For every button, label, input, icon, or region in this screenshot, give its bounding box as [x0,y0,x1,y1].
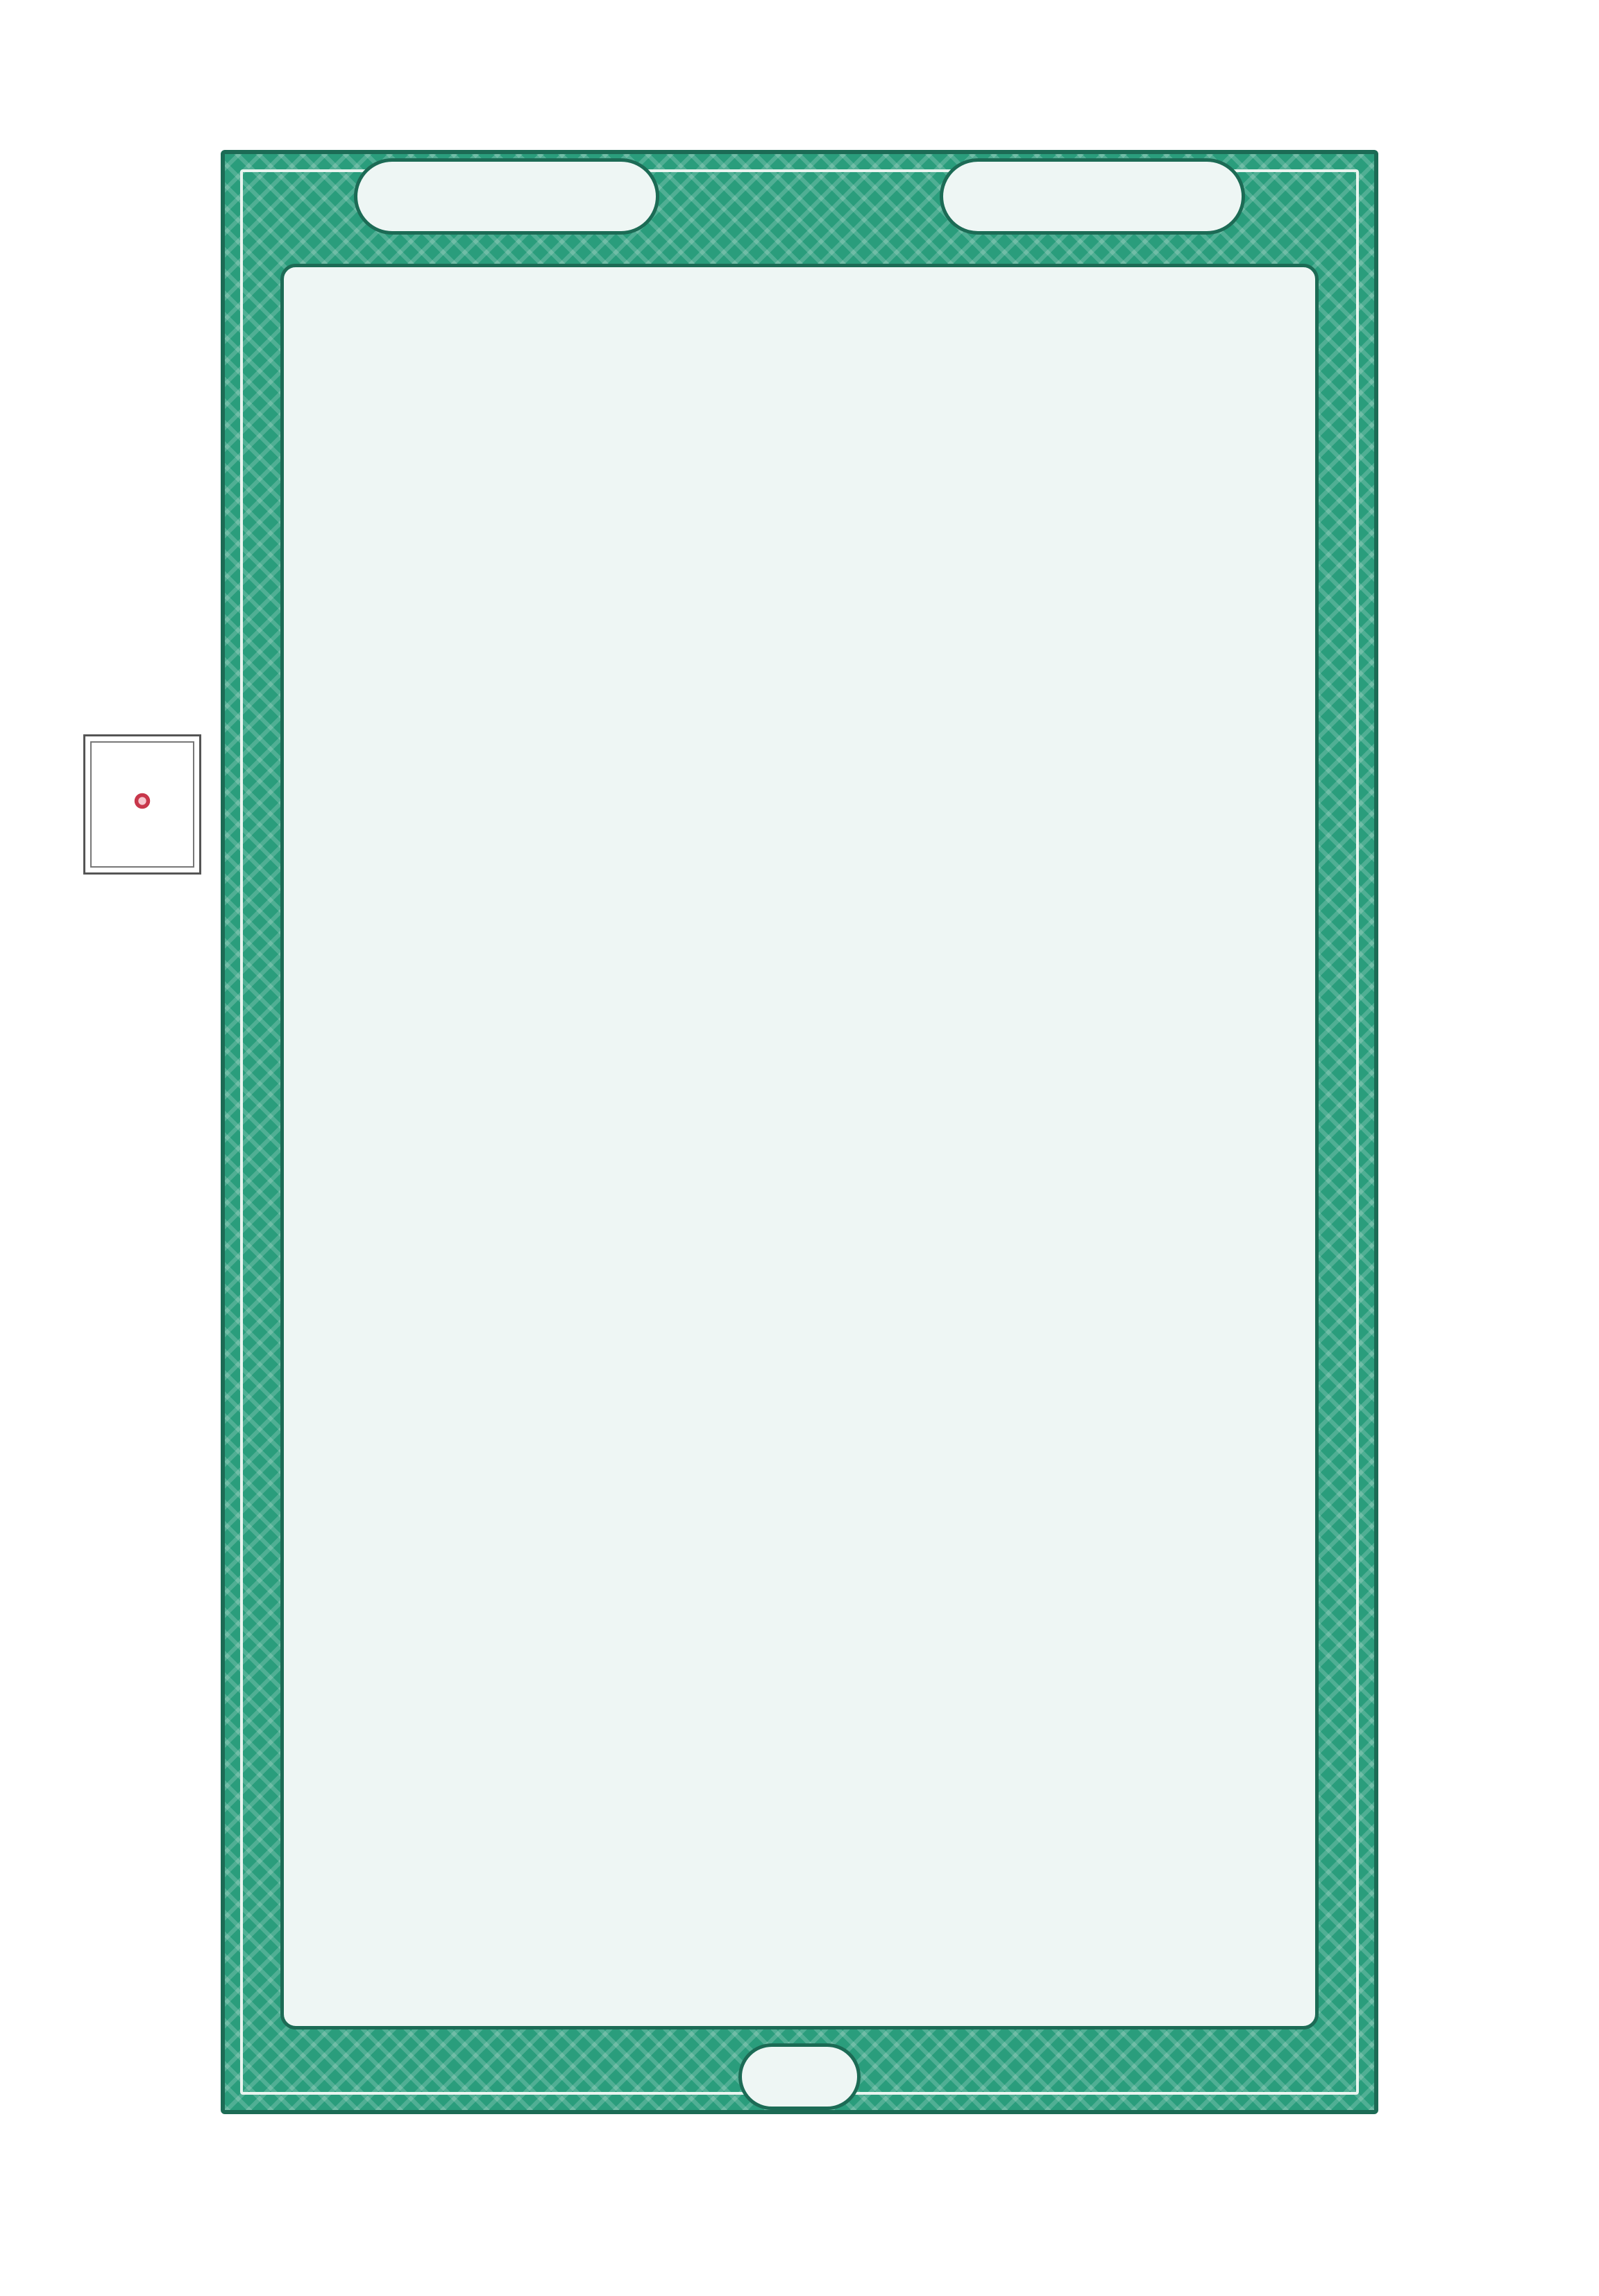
page-number-cartouche [738,2043,861,2110]
margin-note-inner [90,741,194,868]
juz-name-cartouche [940,158,1245,235]
surah-name-cartouche [354,158,659,235]
flower-icon [133,792,151,810]
verse-lines [305,278,1294,2013]
margin-note-box [83,734,201,875]
